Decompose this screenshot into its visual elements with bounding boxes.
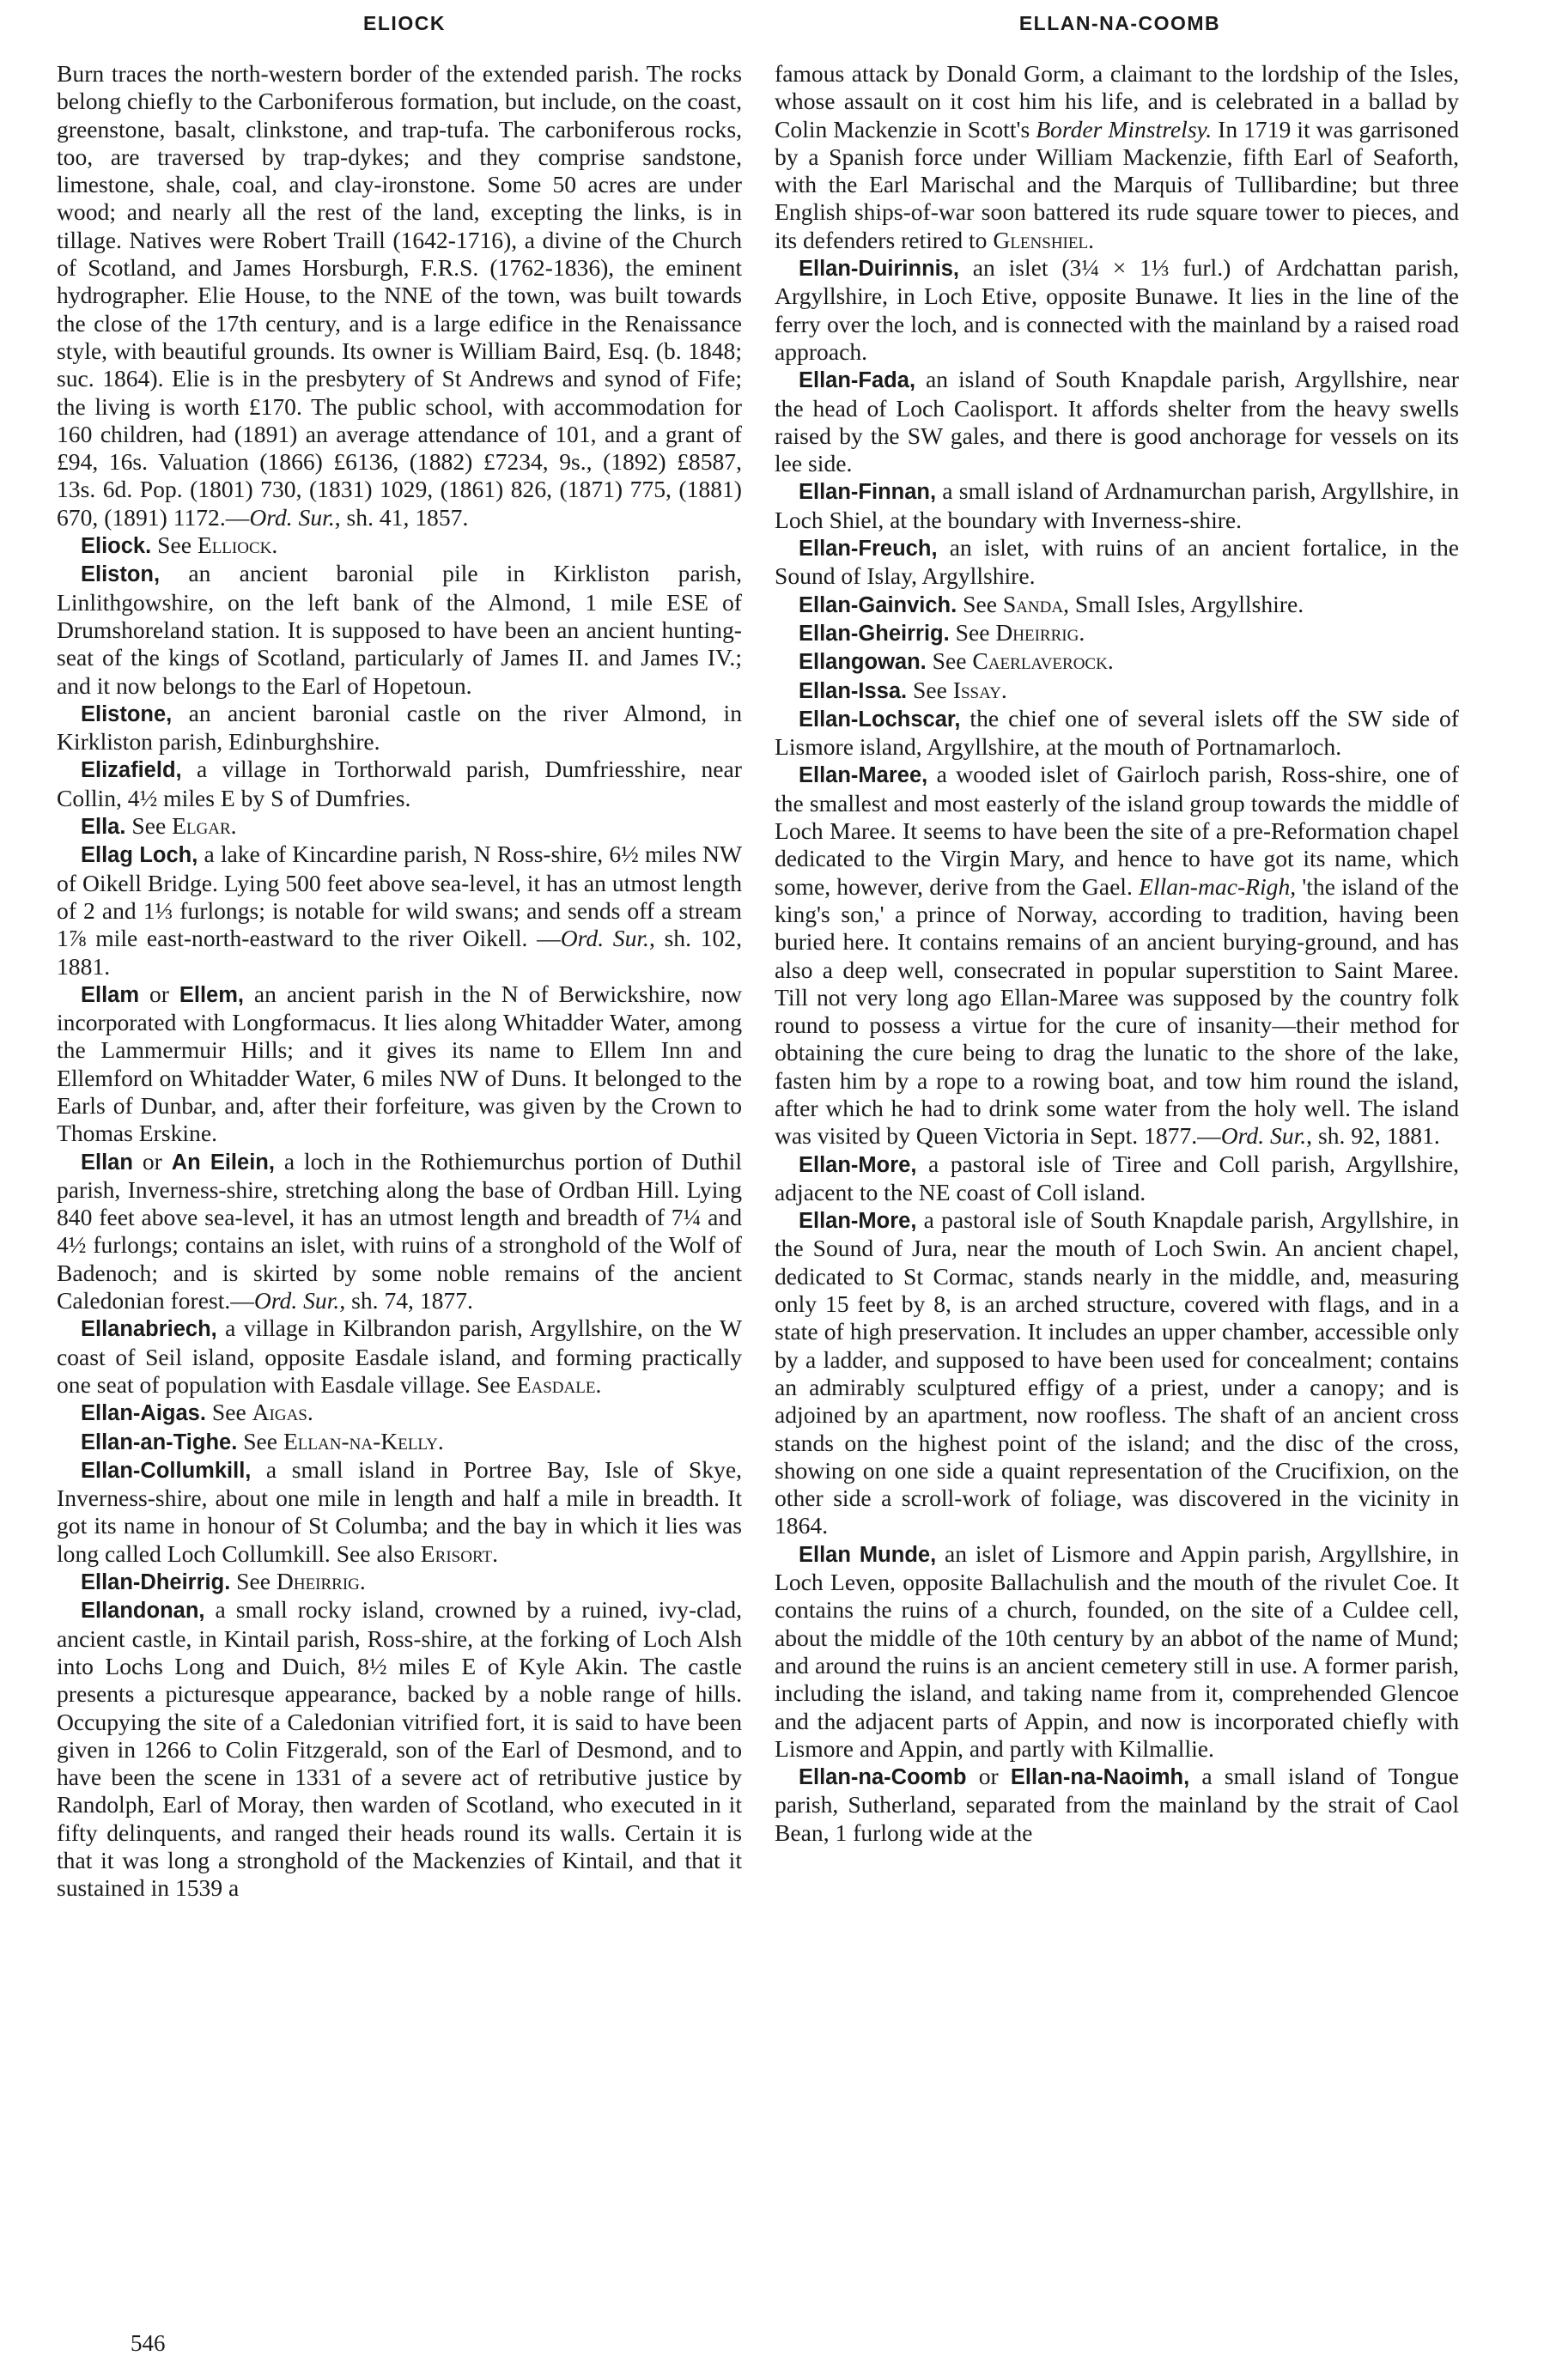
gazetteer-entry-ellan-fada: Ellan-Fada, an island of South Knapdale parish, Argyllshire, near the head of Loch Caolisport. It affords shelter from the heavy swells raised by the SW gales, and there is good anchorage for vessels on its lee side. bbox=[775, 366, 1459, 477]
headword: Ellag Loch, bbox=[81, 843, 198, 868]
headword: Ellanabriech, bbox=[81, 1317, 217, 1342]
headword: Ellan-Issa. bbox=[799, 678, 908, 703]
headword: Ellan-Gainvich. bbox=[799, 592, 957, 617]
cross-reference: Sanda bbox=[1002, 590, 1064, 617]
headword: Ellan-Dheirrig. bbox=[81, 1570, 231, 1595]
headword: Ella. bbox=[81, 815, 126, 840]
gazetteer-entry-ellan-collumkill: Ellan-Collumkill, a small island in Portree Bay, Isle of Skye, Inverness-shire, about one mile in length and half a mile in breadth. It got its name in honour of St Columba; and the bay in which it lies was long called Loch Collumkill. See also Erisort. bbox=[57, 1455, 742, 1567]
page-number: 546 bbox=[131, 2330, 166, 2356]
gazetteer-entry-ellan-more-knapdale: Ellan-More, a pastoral isle of South Knapdale parish, Argyllshire, in the Sound of Jura, near the mouth of Loch Swin. An ancient chapel, dedicated to St Cormac, stands nearly in the middle, and, measuring only 15 feet by 8, is an arched structure, covered with flags, and in a state of high preservation. It includes an upper chamber, accessible only by a ladder, and supposed to have been used for concealment; contains an admirably sculptured effigy of a priest, under a canopy; and is adjoined by an apartment, now roofless. The shaft of an ancient cross stands on the highest point of the island; and the disc of the cross, showing on one side a quaint representation of the Crucifixion, on the other side a scroll-work of foliage, was discovered in the vicinity in 1864. bbox=[775, 1206, 1459, 1539]
running-head-left: ELIOCK bbox=[363, 12, 446, 34]
cross-reference: Glenshiel bbox=[993, 226, 1089, 253]
headword: Ellan-Gheirrig. bbox=[799, 621, 950, 646]
headword: Elizafield, bbox=[81, 758, 182, 783]
headword: Ellan bbox=[81, 1150, 133, 1175]
cross-reference: Ellan-na-Kelly bbox=[283, 1427, 438, 1454]
gazetteer-entry-ellan-dheirrig: Ellan-Dheirrig. See Dheirrig. bbox=[81, 1568, 366, 1595]
headword: Ellan Munde, bbox=[799, 1542, 937, 1567]
gazetteer-entry-ellandonan: Ellandonan, a small rocky island, crowned by a ruined, ivy-clad, ancient castle, in Kintail parish, Ross-shire, at the forking of Loch Alsh into Lochs Long and Duich, 8½ miles E of Kyle Akin. The castle presents a picturesque appearance, backed by a noble range of hills. Occupying the site of a Caledonian vitrified fort, it is said to have been given in 1266 to Colin Fitzgerald, son of the Earl of Desmond, and to have been the scene in 1331 of a severe act of retributive justice by Randolph, Earl of Moray, then warden of Scotland, who executed in it fifty delinquents, and ranged their heads round its walls. Certain it is that it was long a stronghold of the Mackenzies of Kintail, and that it sustained in 1539 a bbox=[57, 1596, 742, 1902]
cross-reference: Elgar bbox=[172, 812, 231, 840]
headword: Ellan-na-Coomb bbox=[799, 1765, 967, 1790]
cross-reference: Issay bbox=[952, 676, 1001, 703]
gazetteer-entry-ellan-finnan: Ellan-Finnan, a small island of Ardnamurchan parish, Argyllshire, in Loch Shiel, at the boundary with Inverness-shire. bbox=[775, 477, 1459, 533]
gazetteer-entry-ellam: Ellam or Ellem, an ancient parish in the N of Berwickshire, now incorporated with Longformacus. It lies along Whitadder Water, among the Lammermuir Hills; and it gives its name to Ellem Inn and Ellemford on Whitadder Water, 6 miles NW of Duns. It belonged to the Earls of Dunbar, and, after their forfeiture, was given by the Crown to Thomas Erskine. bbox=[57, 980, 742, 1147]
gazetteer-entry-ellan-an-tighe: Ellan-an-Tighe. See Ellan-na-Kelly. bbox=[81, 1427, 444, 1454]
gazetteer-entry-ellag-loch: Ellag Loch, a lake of Kincardine parish, N Ross-shire, 6½ miles NW of Oikell Bridge. Lying 500 feet above sea-level, it has an utmost length of 2 and 1⅓ furlongs; is notable for wild swans; and sends off a stream 1⅞ mile east-north-eastward to the river Oikell. —Ord. Sur., sh. 102, 1881. bbox=[57, 841, 742, 980]
gazetteer-entry-elistone: Elistone, an ancient baronial castle on the river Almond, in Kirkliston parish, Edinburghshire. bbox=[57, 699, 742, 756]
right-column bbox=[775, 60, 1459, 2301]
headword: Eliston, bbox=[81, 562, 161, 587]
headword: Ellam bbox=[81, 982, 140, 1007]
headword: Ellan-an-Tighe. bbox=[81, 1430, 238, 1454]
headword-variant: Ellan-na-Naoimh, bbox=[1010, 1765, 1190, 1790]
gazetteer-entry-ellan-more-coll: Ellan-More, a pastoral isle of Tiree and Coll parish, Argyllshire, adjacent to the NE coast of Coll island. bbox=[775, 1150, 1459, 1205]
gazetteer-entry-ella: Ella. See Elgar. bbox=[81, 812, 237, 840]
headword: Ellan-Maree, bbox=[799, 763, 928, 788]
headword: Ellan-Freuch, bbox=[799, 537, 938, 562]
gazetteer-entry-elizafield: Elizafield, a village in Torthorwald parish, Dumfriesshire, near Collin, 4½ miles E by S of Dumfries. bbox=[57, 756, 742, 811]
gazetteer-entry-ellan-gheirrig: Ellan-Gheirrig. See Dheirrig. bbox=[799, 618, 1085, 646]
headword: Ellan-Duirinnis, bbox=[799, 257, 960, 282]
headword: Ellan-Collumkill, bbox=[81, 1458, 252, 1483]
gazetteer-entry-ellan-duirinnis: Ellan-Duirinnis, an islet (3¼ × 1⅓ furl.) of Ardchattan parish, Argyllshire, in Loch Etive, opposite Bunawe. It lies in the line of the ferry over the loch, and is connected with the mainland by a raised road approach. bbox=[775, 254, 1459, 365]
gazetteer-entry-ellan-gainvich: Ellan-Gainvich. See Sanda, Small Isles, Argyllshire. bbox=[799, 590, 1304, 617]
gazetteer-entry-ellangowan: Ellangowan. See Caerlaverock. bbox=[799, 647, 1114, 675]
cross-reference: Caerlaverock bbox=[972, 647, 1108, 675]
cross-reference: Easdale bbox=[516, 1370, 596, 1398]
cross-reference: Dheirrig bbox=[276, 1568, 360, 1595]
headword: Ellandonan, bbox=[81, 1599, 205, 1624]
headword: Ellan-Lochscar, bbox=[799, 707, 961, 732]
headword: Ellan-Aigas. bbox=[81, 1401, 206, 1426]
headword-variant: An Eilein, bbox=[171, 1150, 275, 1175]
gazetteer-entry-ellan-aigas: Ellan-Aigas. See Aigas. bbox=[81, 1399, 313, 1426]
running-head-right: ELLAN-NA-COOMB bbox=[1018, 12, 1221, 34]
gazetteer-entry-eliock: Eliock. See Elliock. bbox=[81, 531, 278, 559]
gazetteer-entry-ellan-freuch: Ellan-Freuch, an islet, with ruins of an ancient fortalice, in the Sound of Islay, Argyllshire. bbox=[775, 534, 1459, 590]
entry-paragraph: Burn traces the north-western border of the extended parish. The rocks belong chiefly to the Carboniferous formation, but include, on the coast, greenstone, basalt, clinkstone, and trap-tufa. The carboniferous rocks, too, are traversed by trap-dykes; and they comprise sandstone, limestone, shale, coal, and clay-ironstone. Some 50 acres are under wood; and nearly all the rest of the land, excepting the links, is in tillage. Natives were Robert Traill (1642-1716), a divine of the Church of Scotland, and James Horsburgh, F.R.S. (1762-1836), the eminent hydrographer. Elie House, to the NNE of the town, was built towards the close of the 17th century, and is a large edifice in the Renaissance style, with beautiful grounds. Its owner is William Baird, Esq. (b. 1848; suc. 1864). Elie is in the presbytery of St Andrews and synod of Fife; the living is worth £170. The public school, with accommodation for 160 children, had (1891) an average attendance of 101, and a grant of £94, 16s. Valuation (1866) £6136, (1882) £7234, 9s., (1892) £8587, 13s. 6d. Pop. (1801) 730, (1831) 1029, (1861) 826, (1871) 775, (1881) 670, (1891) 1172.—Ord. Sur., sh. 41, 1857. bbox=[57, 60, 742, 531]
headword: Ellan-Fada, bbox=[799, 368, 916, 393]
headword: Eliock. bbox=[81, 534, 152, 559]
headword: Elistone, bbox=[81, 701, 173, 726]
headword-variant: Ellem, bbox=[179, 982, 244, 1007]
gazetteer-entry-ellan-munde: Ellan Munde, an islet of Lismore and Appin parish, Argyllshire, in Loch Leven, opposite Ballachulish and the mouth of the rivulet Coe. It contains the ruins of a church, founded, on the site of a Culdee cell, about the middle of the 10th century by an abbot of the name of Mund; and around the ruins is an ancient cemetery still in use. A former parish, including the island, and taking name from it, comprehended Glencoe and the adjacent parts of Appin, and now is incorporated chiefly with Lismore and Appin, and partly with Kilmallie. bbox=[775, 1539, 1459, 1762]
gazetteer-entry-ellan-na-coomb: Ellan-na-Coomb or Ellan-na-Naoimh, a small island of Tongue parish, Sutherland, separated from the mainland by the strait of Caol Bean, 1 furlong wide at the bbox=[775, 1763, 1459, 1846]
gazetteer-entry-ellan-loch: Ellan or An Eilein, a loch in the Rothiemurchus portion of Duthil parish, Inverness-shire, stretching along the base of Ordban Hill. Lying 840 feet above sea-level, it has an utmost length and breadth of 7¼ and 4½ furlongs; contains an islet, with ruins of a stronghold of the Wolf of Badenoch; and is skirted by some noble remains of the ancient Caledonian forest.—Ord. Sur., sh. 74, 1877. bbox=[57, 1147, 742, 1314]
gazetteer-entry-eliston: Eliston, an ancient baronial pile in Kirkliston parish, Linlithgowshire, on the left bank of the Almond, 1 mile ESE of Drumshoreland station. It is supposed to have been an ancient hunting-seat of the kings of Scotland, particularly of James II. and James IV.; and it now belongs to the Earl of Hopetoun. bbox=[57, 560, 742, 699]
cross-reference: Aigas bbox=[252, 1399, 307, 1426]
cross-reference: Dheirrig bbox=[995, 618, 1079, 646]
headword: Ellangowan. bbox=[799, 650, 927, 675]
headword: Ellan-Finnan, bbox=[799, 480, 937, 505]
gazetteer-entry-ellanabriech: Ellanabriech, a village in Kilbrandon parish, Argyllshire, on the W coast of Seil island, opposite Easdale island, and forming practically one seat of population with Easdale village. See Easdale. bbox=[57, 1314, 742, 1398]
cross-reference: Elliock bbox=[197, 531, 272, 559]
headword: Ellan-More, bbox=[799, 1152, 917, 1177]
cross-reference: Erisort bbox=[420, 1539, 493, 1567]
gazetteer-entry-ellan-maree: Ellan-Maree, a wooded islet of Gairloch parish, Ross-shire, one of the smallest and most easterly of the island group towards the middle of Loch Maree. It seems to have been the site of a pre-Reformation chapel dedicated to the Virgin Mary, and hence to have got its name, which some, however, derive from the Gael. Ellan-mac-Righ, 'the island of the king's son,' a prince of Norway, according to tradition, having been buried here. It contains remains of an ancient burying-ground, and has also a deep well, consecrated in popular superstition to Saint Maree. Till not very long ago Ellan-Maree was supposed by the country folk round to possess a virtue for the cure of insanity—their method for obtaining the cure being to drag the lunatic to the shore of the lake, fasten him by a rope to a rowing boat, and tow him round the island, after which he had to drink some water from the holy well. The island was visited by Queen Victoria in Sept. 1877.—Ord. Sur., sh. 92, 1881. bbox=[775, 761, 1459, 1150]
entry-paragraph: famous attack by Donald Gorm, a claimant to the lordship of the Isles, whose assault on it cost him his life, and is celebrated in a ballad by Colin Mackenzie in Scott's Border Minstrelsy. In 1719 it was garrisoned by a Spanish force under William Mackenzie, fifth Earl of Seaforth, with the Earl Marischal and the Marquis of Tullibardine; but three English ships-of-war soon battered its rude square tower to pieces, and its defenders retired to Glenshiel. bbox=[775, 60, 1459, 253]
gazetteer-entry-ellan-lochscar: Ellan-Lochscar, the chief one of several islets off the SW side of Lismore island, Argyllshire, at the mouth of Portnamarloch. bbox=[775, 704, 1459, 761]
left-column bbox=[57, 60, 742, 2301]
gazetteer-entry-ellan-issa: Ellan-Issa. See Issay. bbox=[799, 676, 1007, 703]
headword: Ellan-More, bbox=[799, 1209, 917, 1234]
